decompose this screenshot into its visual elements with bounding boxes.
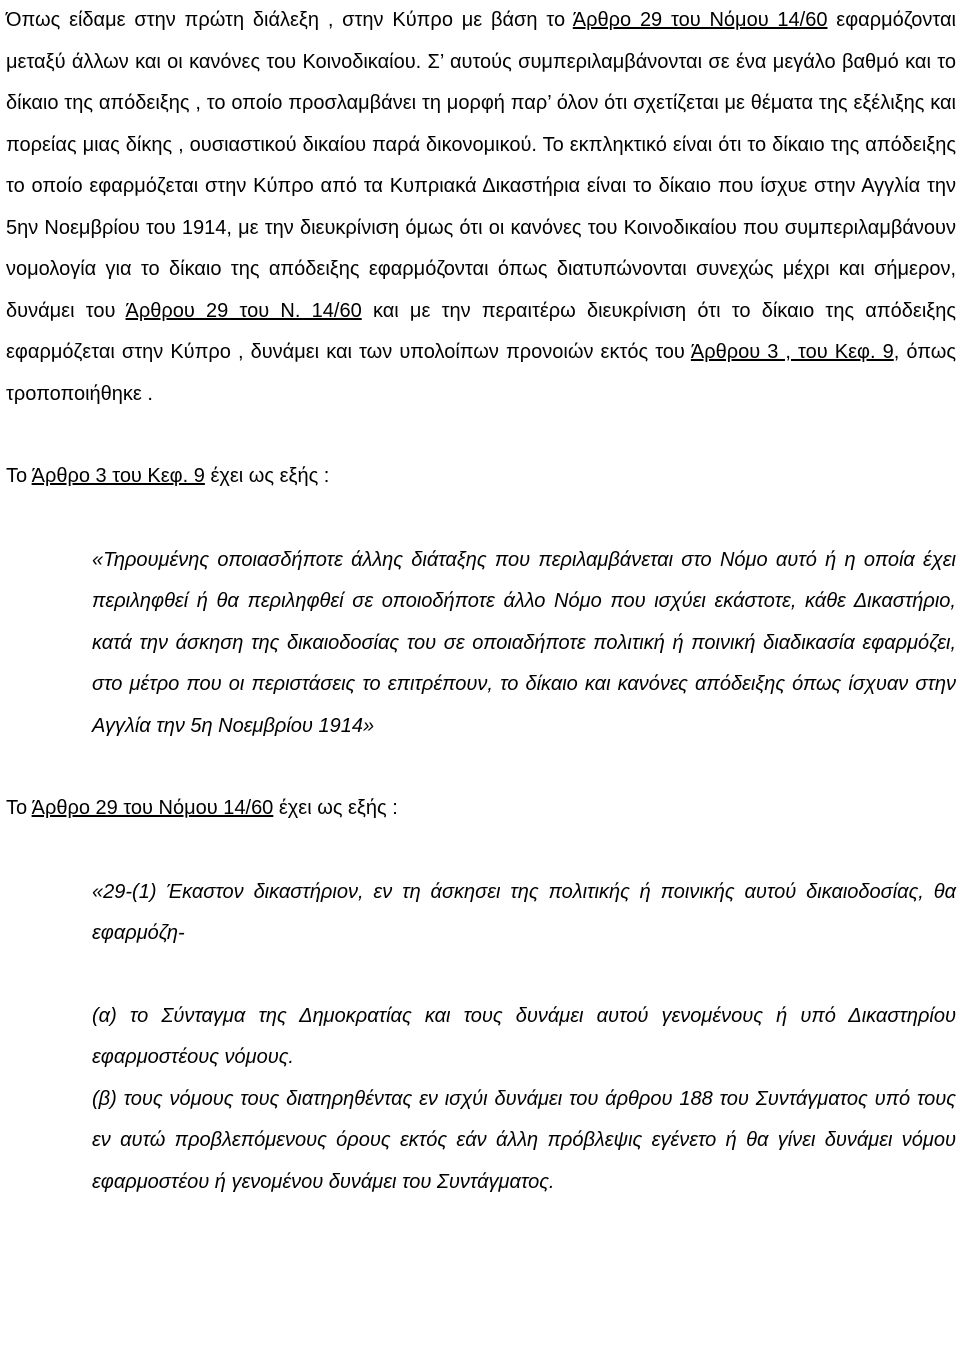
article-29-heading (6, 788, 956, 830)
article-29-quote-intro: «29-(1) Έκαστον δικαστήριον, εν τη άσκησει της πολιτικής ή ποινικής αυτού δικαιοδοσίας, θα εφαρμόζη- (92, 880, 956, 944)
article-29-clause-a: (α) το Σύνταγμα της Δημοκρατίας και τους δυνάμει αυτού γενομένους ή υπό Δικαστηρίου εφαρμοστέους νόμους. (92, 1004, 956, 1068)
text-span: έχει ως εξής : (273, 797, 398, 819)
cap9-article-3-link[interactable]: Άρθρου 3 , του Κεφ. 9 (690, 341, 894, 363)
cap9-article-3-heading-link[interactable]: Άρθρο 3 του Κεφ. 9 (31, 465, 205, 487)
law-article-29-link[interactable]: Άρθρο 29 του Νόμου 14/60 (572, 9, 828, 31)
text-span: , όπως τροποποιήθηκε . (6, 341, 956, 405)
text-span: Το (6, 797, 32, 819)
text-span: έχει ως εξής : (204, 465, 330, 487)
text-span: Όπως είδαμε στην πρώτη διάλεξη , στην Κύπρο με βάση το (6, 9, 573, 31)
text-span: εφαρμόζονται μεταξύ άλλων και οι κανόνες του Κοινοδικαίου. Σ’ αυτούς συμπεριλαμβάνονται σε ένα μεγάλο βαθμό και το δίκαιο της απόδειξης , το οποίο προσλαμβάνει τη μορφή παρ’ όλον ότι σχετίζεται με θέματα της εξέλιξης και πορείας μιας δίκης , ουσιαστικού δικαίου παρά δικονομικού. Το εκπληκτικό είναι ότι το δίκαιο της απόδειξης το οποίο εφαρμόζεται στην Κύπρο από τα Κυπριακά Δικαστήρια είναι το δίκαιο που ίσχυε στην Αγγλία την 5ην Νοεμβρίου του 1914, με την διευκρίνιση όμως ότι οι κανόνες του Κοινοδικαίου που συμπεριλαμβάνουν νομολογία για το δίκαιο της απόδειξης εφαρμόζονται όπως διατυπώνονται συνεχώς μέχρι και σήμερον, δυνάμει του (6, 9, 956, 322)
law-article-29-link-2[interactable]: Άρθρου 29 του Ν. 14/60 (125, 299, 362, 322)
intro-paragraph (6, 0, 956, 415)
article-29-clause-b: (β) τους νόμους τους διατηρηθέντας εν ισχύι δυνάμει του άρθρου 188 του Συντάγματος υπό τους εν αυτώ προβλεπόμενους όρους εκτός εάν άλλη πρόβλεψις εγένετο ή θα γίνει δυνάμει νόμου εφαρμοστέου ή γενομένου δυνάμει του Συντάγματος. (92, 1087, 956, 1193)
article-3-heading (6, 456, 956, 498)
article-3-quote: «Τηρουμένης οποιασδήποτε άλλης διάταξης που περιλαμβάνεται στο Νόμο αυτό ή η οποία έχει περιληφθεί ή θα περιληφθεί σε οποιοδήποτε άλλο Νόμο που ισχύει εκάστοτε, κάθε Δικαστήριο, κατά την άσκηση της δικαιοδοσίας του σε οποιαδήποτε πολιτική ή ποινική διαδικασία εφαρμόζει, στο μέτρο που οι περιστάσεις το επιτρέπουν, το δίκαιο και κανόνες απόδειξης όπως ίσχυαν στην Αγγλία την 5η Νοεμβρίου 1914» (92, 548, 956, 737)
text-span: Το (6, 465, 32, 487)
law-article-29-heading-link[interactable]: Άρθρο 29 του Νόμου 14/60 (31, 797, 274, 819)
text-span: και με την περαιτέρω διευκρίνιση ότι το δίκαιο της απόδειξης εφαρμόζεται στην Κύπρο , δυνάμει και των υπολοίπων προνοιών εκτός του (6, 299, 956, 363)
document-page (6, 0, 956, 1203)
